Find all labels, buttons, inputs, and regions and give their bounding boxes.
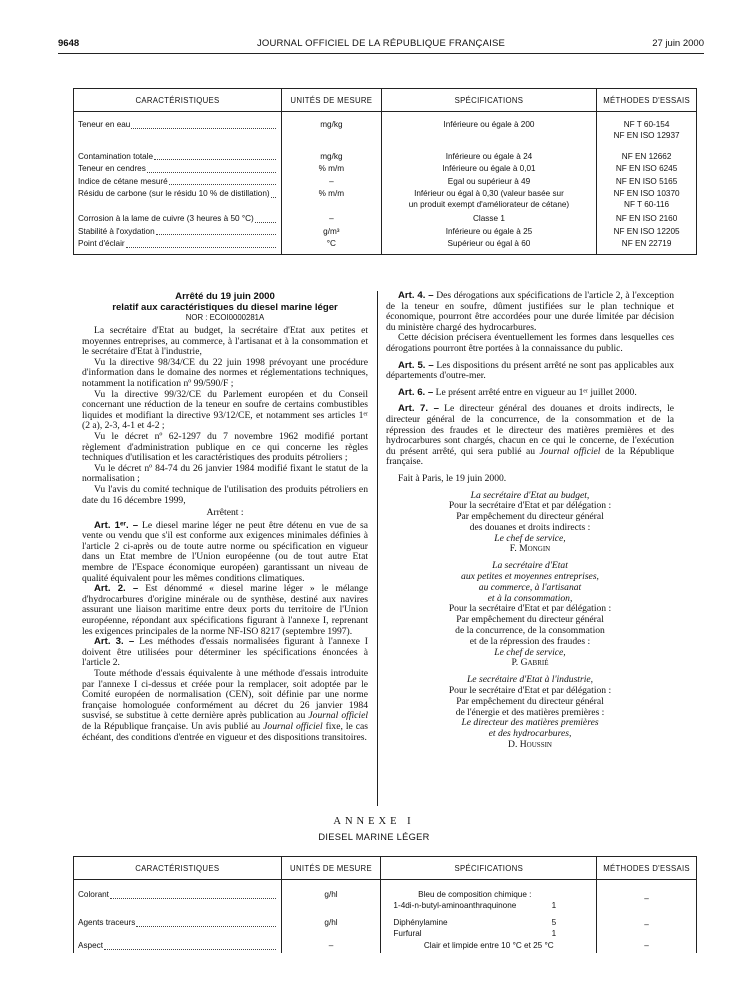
row-unit: g/hl <box>281 880 381 913</box>
article-5 <box>386 361 674 382</box>
spec-quantity: 1 <box>551 928 557 938</box>
visa-paragraph: Vu le décret nº 84-74 du 26 janvier 1984 modifié fixant le statut de la normalisation ; <box>82 462 368 485</box>
col-header-unites: UNITÉS DE MESURE <box>281 857 381 880</box>
article-7 <box>386 404 674 468</box>
article-label: Art. 4. – <box>398 290 434 301</box>
signatory-title: La secrétaire d'Etat au budget, <box>470 489 590 501</box>
spec-line: Bleu de composition chimique : <box>418 890 532 899</box>
preamble-paragraph: La secrétaire d'Etat au budget, la secrétaire d'Etat aux petites et moyennes entreprises, au commerce, à l'artisanat et à la consommation et le secrétaire d'Etat à l'industrie, <box>82 325 368 358</box>
derogation-paragraph: Cette décision précisera éventuellement les formes dans lesquelles ces dérogations pourront être portées à la connaissance du public. <box>386 332 674 354</box>
signature-place-date: Fait à Paris, le 19 juin 2000. <box>398 472 507 484</box>
signatory-role: Le directeur des matières premières <box>461 717 599 729</box>
signatory-title: au commerce, à l'artisanat <box>478 581 582 593</box>
journal-title: JOURNAL OFFICIEL DE LA RÉPUBLIQUE FRANÇAISE <box>256 38 506 49</box>
row-method: – <box>597 912 697 940</box>
col-header-methodes: MÉTHODES D'ESSAIS <box>597 857 697 880</box>
row-label: Teneur en cendres <box>78 164 146 173</box>
article-label: Art. 3. – <box>94 636 135 648</box>
annexe-table <box>73 856 697 953</box>
spec-item: Furfural <box>393 928 422 938</box>
signature-block-commerce <box>386 561 674 669</box>
delegation-line: des douanes et droits indirects : <box>469 521 591 533</box>
row-spec: Inférieure ou égale à 24 <box>381 146 596 164</box>
decree-title: Arrêté du 19 juin 2000 <box>175 291 275 302</box>
paragraph-text: de la République française. Un avis publié au <box>82 720 264 732</box>
row-method: NF EN ISO 5165 <box>597 176 697 189</box>
article-text: de la République française. <box>386 445 675 468</box>
row-spec: Inférieur ou égal à 0,30 (valeur basée sur un produit exempt d'améliorateur de cétane) <box>381 188 596 211</box>
col-header-methodes: MÉTHODES D'ESSAIS <box>597 89 697 112</box>
article-text: Les dispositions du présent arrêté ne sont pas applicables aux départements d'outre-mer. <box>386 359 674 382</box>
row-spec: Clair et limpide entre 10 °C et 25 °C <box>381 940 597 953</box>
row-method: NF EN ISO 6245 <box>597 163 697 176</box>
row-label: Stabilité à l'oxydation <box>78 226 155 236</box>
spec-quantity: 1 <box>551 900 557 910</box>
row-method: NF EN ISO 12205 <box>597 226 697 239</box>
table-row <box>74 211 697 226</box>
table-row <box>74 146 697 164</box>
column-divider <box>377 291 378 806</box>
visa-paragraph: Vu le décret nº 62-1297 du 7 novembre 1962 modifié portant règlement d'administration publique en ce qui concerne les règles techniques d'utilisation et les caractéristiques des produits pétroliers ; <box>82 430 368 464</box>
row-unit: mg/kg <box>281 112 381 146</box>
article-label: Art. 5. – <box>398 359 434 371</box>
row-label: Résidu de carbone (sur le résidu 10 % de distillation) <box>78 189 270 198</box>
row-method: – <box>597 880 697 913</box>
table-header-row <box>74 857 697 880</box>
delegation-line: Pour le secrétaire d'Etat et par délégation : <box>448 685 612 697</box>
journal-reference: Journal officiel <box>308 710 368 722</box>
row-label: Colorant <box>78 890 109 899</box>
row-label: Indice de cétane mesuré <box>78 176 168 186</box>
article-text: Le diesel marine léger ne peut être détenu en vue de sa vente ou vendu que s'il est conforme aux exigences minimales définies à l'article 2 ci-après ou de toute autre norme ou spécification en vigueur dans un Etat membre de l'Union européenne (ou de tout autre Etat membre de l'Espace économique européen) garantissant un niveau de qualité équivalent pour les mêmes conditions climatiques. <box>82 519 368 584</box>
row-unit: mg/kg <box>281 146 381 164</box>
table-row <box>74 940 697 953</box>
visa-paragraph: Vu l'avis du comité technique de l'utilisation des produits pétroliers en date du 16 décembre 1999, <box>82 483 368 506</box>
delegation-line: Par empêchement du directeur général <box>456 695 604 707</box>
visa-paragraph: Vu la directive 98/34/CE du 22 juin 1998 prévoyant une procédure d'information dans le domaine des normes et réglementations techniques, notamment la notification nº 99/590/F ; <box>82 356 368 389</box>
left-column <box>82 291 368 743</box>
row-unit: % m/m <box>281 163 381 176</box>
article-text: Est dénommé « diesel marine léger » le mélange d'hydrocarbures d'origine minérale ou de synthèse, destiné aux navires assurant une liaison maritime entre deux ports du territoire de l'Union européenne, répondant aux spécifications figurant à l'annexe I, reprenant les exigences principales de la norme NF-ISO 8217 (septembre 1997). <box>82 583 368 637</box>
signatory-role: et des hydrocarbures, <box>488 728 572 740</box>
paragraph-text: fixe, le cas échéant, des conditions d'entrée en vigueur et des dispositions transitoires. <box>82 720 368 743</box>
row-spec: Inférieure ou égale à 25 <box>381 226 596 239</box>
spec-item: 1-4di-n-butyl-aminoanthraquinone <box>393 900 517 910</box>
equivalence-paragraph <box>82 669 368 743</box>
article-4 <box>386 291 674 333</box>
table-row <box>74 176 697 189</box>
article-6 <box>386 388 674 399</box>
header-rule <box>58 53 704 54</box>
article-3 <box>82 637 368 669</box>
table-row <box>74 880 697 913</box>
row-method: NF EN ISO 2160 <box>597 211 697 226</box>
article-label: Art. 2. – <box>94 583 139 595</box>
spec-item: Diphénylamine <box>393 918 448 927</box>
annexe-subtitle: DIESEL MARINE LÉGER <box>318 832 430 842</box>
row-unit: – <box>281 940 381 953</box>
row-spec <box>381 880 597 913</box>
row-label: Contamination totale <box>78 151 154 161</box>
signatory-name: D. Houssin <box>508 739 552 751</box>
row-spec <box>381 912 597 940</box>
row-unit: g/hl <box>281 912 381 940</box>
row-unit: – <box>281 176 381 189</box>
row-method: – <box>597 940 697 953</box>
issue-date: 27 juin 2000 <box>652 38 704 49</box>
page-number: 9648 <box>58 38 80 49</box>
article-label: Art. 7. – <box>398 403 439 415</box>
annexe-title: ANNEXE I <box>333 816 415 827</box>
spec-line <box>393 929 556 940</box>
col-header-specifications: SPÉCIFICATIONS <box>381 857 597 880</box>
row-unit: % m/m <box>281 188 381 211</box>
row-spec: Inférieure ou égale à 200 <box>381 112 596 146</box>
specifications-table <box>73 88 697 255</box>
signatory-title: aux petites et moyennes entreprises, <box>461 571 599 583</box>
article-label: Art. 6. – <box>398 386 434 398</box>
table-row <box>74 163 697 176</box>
table-row <box>74 226 697 239</box>
signatory-name: F. Mongin <box>509 543 551 555</box>
signatory-name: P. Gabrié <box>511 657 549 669</box>
spec-line <box>393 918 556 929</box>
delegation-line: de l'énergie et des matières premières : <box>455 706 605 718</box>
delegation-line: et de la répression des fraudes : <box>469 635 591 647</box>
nor-reference: NOR : ECOI0000281A <box>185 313 265 322</box>
col-header-caracteristiques: CARACTÉRISTIQUES <box>74 89 282 112</box>
delegation-line: Pour la secrétaire d'Etat et par délégation : <box>448 603 612 615</box>
table-row <box>74 238 697 254</box>
row-spec: Classe 1 <box>381 211 596 226</box>
row-unit: g/m³ <box>281 226 381 239</box>
row-unit: °C <box>281 238 381 254</box>
article-text: Des dérogations aux spécifications de l'article 2, à l'exception de la teneur en soufre, dûment justifiées sur le plan technique et économique, pourront être accordées pour une durée limitée par décision du ministère chargé des hydrocarbures. <box>386 290 674 333</box>
row-label: Corrosion à la lame de cuivre (3 heures à 50 °C) <box>78 214 254 223</box>
article-text: Le présent arrêté entre en vigueur au 1ᵉʳ juillet 2000. <box>435 386 637 398</box>
row-method: NF EN 22719 <box>597 238 697 254</box>
row-spec: Egal ou supérieur à 49 <box>381 176 596 189</box>
signatory-title: Le secrétaire d'Etat à l'industrie, <box>466 674 594 686</box>
signature-block-industrie <box>386 675 674 751</box>
table-row <box>74 912 697 940</box>
article-label: Art. 1ᵉʳ. – <box>94 519 139 531</box>
paragraph-text: Toute méthode d'essais équivalente à une méthode d'essais introduite par l'annexe I ci-dessus et créée pour la remplacer, soit adoptée par le Comité européen de normalisation (CEN), soit définie par une norme française homologuée conformément au décret du 26 janvier 1984 susvisé, se substitue à cette dernière après publication au <box>82 668 368 722</box>
row-method: NF T 60-154 NF EN ISO 12937 <box>597 112 697 146</box>
table-header-row <box>74 89 697 112</box>
signatory-title: et à la consommation, <box>487 592 573 604</box>
col-header-specifications: SPÉCIFICATIONS <box>381 89 596 112</box>
signatory-title: La secrétaire d'Etat <box>492 560 568 572</box>
arretent-heading: Arrêtent : <box>206 507 244 519</box>
delegation-line: de la concurrence, de la consommation <box>455 625 605 637</box>
row-label: Agents traceurs <box>78 918 136 927</box>
spec-quantity: 5 <box>551 918 557 927</box>
col-header-unites: UNITÉS DE MESURE <box>281 89 381 112</box>
article-text: Les méthodes d'essais normalisées figurant à l'annexe I doivent être utilisées pour déterminer les spécifications énoncées à l'article 2. <box>82 636 368 669</box>
row-label: Teneur en eau <box>78 120 131 129</box>
col-header-caracteristiques: CARACTÉRISTIQUES <box>74 857 282 880</box>
row-method: NF EN 12662 <box>597 146 697 164</box>
row-spec: Supérieur ou égal à 60 <box>381 238 596 254</box>
row-label: Aspect <box>78 941 104 950</box>
row-spec: Inférieure ou égale à 0,01 <box>381 163 596 176</box>
row-unit: – <box>281 211 381 226</box>
row-method: NF EN ISO 10370 NF T 60-116 <box>597 188 697 211</box>
spec-line <box>393 901 556 912</box>
right-column <box>386 291 674 751</box>
journal-reference: Journal officiel <box>263 720 323 732</box>
article-2 <box>82 584 368 637</box>
journal-reference: Journal officiel <box>539 445 601 457</box>
delegation-line: Pour la secrétaire d'Etat et par délégation : <box>448 500 612 512</box>
signatory-role: Le chef de service, <box>494 532 566 544</box>
page-header <box>58 38 704 52</box>
delegation-line: Par empêchement du directeur général <box>456 614 604 626</box>
row-label: Point d'éclair <box>78 239 125 248</box>
signature-block-budget <box>386 491 674 556</box>
article-1 <box>82 521 368 585</box>
table-row <box>74 188 697 211</box>
signatory-role: Le chef de service, <box>494 646 566 658</box>
table-row <box>74 112 697 146</box>
visa-paragraph: Vu la directive 99/32/CE du Parlement européen et du Conseil concernant une réduction de la teneur en soufre de certains combustibles liquides et modifiant la directive 93/12/CE, et notamment ses articles 1ᵉʳ (2 a), 2-3, 4-1 et 4-2 ; <box>82 388 368 432</box>
decree-subtitle: relatif aux caractéristiques du diesel marine léger <box>112 302 338 313</box>
article-text: Le directeur général des douanes et droits indirects, le directeur général de la concurrence, de la consommation et de la répression des fraudes et le directeur des matières premières et des hydrocarbures sont chargés, chacun en ce qui le concerne, de l'exécution du présent arrêté, qui sera publié au <box>386 403 674 457</box>
delegation-line: Par empêchement du directeur général <box>456 511 604 523</box>
